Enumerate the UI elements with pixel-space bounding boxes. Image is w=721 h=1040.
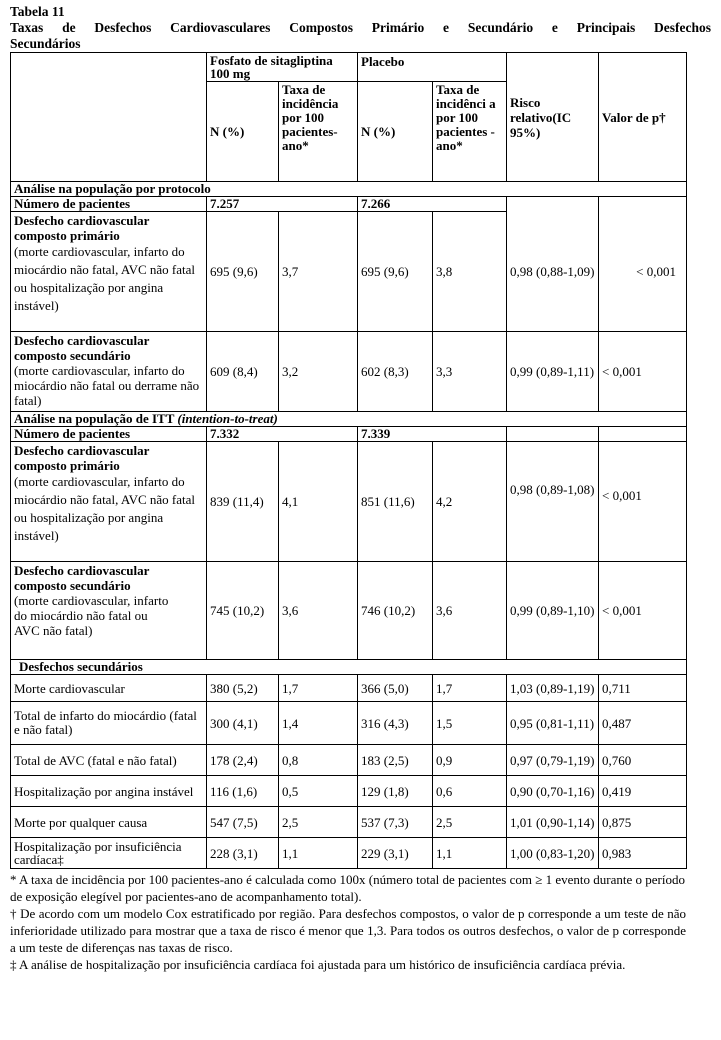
itt-n-label: Número de pacientes [11,427,207,442]
table-row [11,332,687,412]
table-row [11,838,687,869]
secondary-label: Morte por qualquer causa [11,807,207,838]
footnotes [10,871,686,973]
cell-p: < 0,001 [599,332,687,412]
protocol-n-label: Número de pacientes [11,197,207,212]
protocol-secondary-desc: (morte cardiovascular, infarto do miocárdio não fatal ou derrame não fatal) [14,363,200,408]
cell-placebo-n: 183 (2,5) [358,745,433,776]
outcomes-table [10,52,687,869]
itt-n-p-empty [599,427,687,442]
cell-placebo-n: 746 (10,2) [358,562,433,660]
cell-rr: 0,95 (0,81-1,11) [507,702,599,745]
itt-n-row [11,427,687,442]
protocol-n-p-empty [599,197,687,212]
cell-rr: 0,99 (0,89-1,10) [507,562,599,660]
header-placebo-rate: Taxa de incidênci a por 100 pacientes - ano* [433,82,507,182]
section-secondary [11,660,687,675]
cell-p: 0,487 [599,702,687,745]
cell-rr: 0,99 (0,89-1,11) [507,332,599,412]
table-row [11,675,687,702]
cell-rr: 1,03 (0,89-1,19) [507,675,599,702]
footnote-double-dagger: ‡ A análise de hospitalização por insuficiência cardíaca foi ajustada para um histórico de insuficiência cardíaca prévia. [10,957,626,972]
itt-n-rr-empty [507,427,599,442]
cell-placebo-n: 366 (5,0) [358,675,433,702]
section-secondary-label: Desfechos secundários [11,660,687,675]
cell-drug-n: 695 (9,6) [207,212,279,332]
cell-placebo-rate: 1,5 [433,702,507,745]
secondary-label: Hospitalização por angina instável [11,776,207,807]
cell-drug-n: 300 (4,1) [207,702,279,745]
cell-placebo-rate: 1,1 [433,838,507,869]
protocol-n-rr-empty [507,197,599,212]
cell-drug-rate: 3,6 [279,562,358,660]
cell-p: 0,875 [599,807,687,838]
header-placebo: Placebo [358,53,507,82]
table-row [11,212,687,332]
header-placebo-n: N (%) [358,82,433,182]
header-drug: Fosfato de sitagliptina 100 mg [207,53,358,82]
itt-secondary-desc: (morte cardiovascular, infarto do miocárdio não fatal ou AVC não fatal) [14,593,169,638]
cell-placebo-rate: 3,8 [433,212,507,332]
cell-placebo-rate: 4,2 [433,442,507,562]
cell-rr: 1,01 (0,90-1,14) [507,807,599,838]
cell-placebo-n: 229 (3,1) [358,838,433,869]
table-row [11,776,687,807]
itt-primary-label: Desfecho cardiovascular composto primário [14,443,150,473]
cell-p: < 0,001 [599,442,687,562]
protocol-primary-desc: (morte cardiovascular, infarto do miocárdio não fatal, AVC não fatal ou hospitalização por angina instável) [14,244,195,313]
itt-primary-desc: (morte cardiovascular, infarto do miocárdio não fatal, AVC não fatal ou hospitalização por angina instável) [14,474,195,543]
header-row-1 [11,53,687,82]
header-relative-risk: Risco relativo(IC 95%) [507,53,599,182]
cell-drug-rate: 3,2 [279,332,358,412]
protocol-secondary-label: Desfecho cardiovascular composto secundário [14,333,150,363]
cell-drug-rate: 1,7 [279,675,358,702]
footnote-asterisk: * A taxa de incidência por 100 pacientes-ano é calculada como 100x (número total de pacientes com ≥ 1 evento durante o período [10,872,685,887]
secondary-label: Total de infarto do miocárdio (fatal e não fatal) [11,702,207,745]
header-drug-rate: Taxa de incidência por 100 pacientes-ano* [279,82,358,182]
cell-drug-n: 839 (11,4) [207,442,279,562]
cell-rr: 0,98 (0,88-1,09) [507,212,599,332]
cell-rr: 0,90 (0,70-1,16) [507,776,599,807]
cell-drug-rate: 1,1 [279,838,358,869]
section-itt-italic: (intention-to-treat) [177,411,278,426]
cell-rr: 1,00 (0,83-1,20) [507,838,599,869]
cell-p: < 0,001 [599,212,687,332]
cell-drug-n: 380 (5,2) [207,675,279,702]
section-itt [11,412,687,427]
secondary-label: Hospitalização por insuficiência cardíaca‡ [11,838,207,869]
cell-drug-n: 547 (7,5) [207,807,279,838]
table-row [11,562,687,660]
itt-n-placebo: 7.339 [358,427,507,442]
itt-n-drug: 7.332 [207,427,358,442]
cell-placebo-rate: 0,9 [433,745,507,776]
cell-placebo-rate: 0,6 [433,776,507,807]
cell-drug-rate: 1,4 [279,702,358,745]
cell-rr: 0,97 (0,79-1,19) [507,745,599,776]
cell-placebo-rate: 3,6 [433,562,507,660]
secondary-label: Morte cardiovascular [11,675,207,702]
table-caption-line2: Secundários [10,36,81,51]
itt-secondary-label: Desfecho cardiovascular composto secundário [14,563,150,593]
table-row [11,807,687,838]
header-p-value: Valor de p† [599,53,687,182]
cell-drug-rate: 0,5 [279,776,358,807]
protocol-n-placebo: 7.266 [358,197,507,212]
cell-drug-n: 745 (10,2) [207,562,279,660]
footnote-dagger: † De acordo com um modelo Cox estratificado por região. Para desfechos compostos, o valor de p corresponde a um teste de não inferioridade utilizado para mostrar que a taxa de risco é menor que 1,3. Para todos os outros desfechos, o valor de p corresponde a um teste de diferenças nas taxas de risco. [10,906,686,955]
protocol-n-row [11,197,687,212]
cell-placebo-n: 129 (1,8) [358,776,433,807]
section-protocol-label: Análise na população por protocolo [11,182,687,197]
cell-p: < 0,001 [599,562,687,660]
cell-drug-rate: 2,5 [279,807,358,838]
cell-placebo-n: 316 (4,3) [358,702,433,745]
cell-p: 0,419 [599,776,687,807]
table-row [11,702,687,745]
cell-placebo-n: 695 (9,6) [358,212,433,332]
cell-p: 0,760 [599,745,687,776]
section-itt-label: Análise na população de ITT (intention-to-treat) [11,412,687,427]
cell-drug-rate: 0,8 [279,745,358,776]
cell-placebo-n: 602 (8,3) [358,332,433,412]
protocol-n-drug: 7.257 [207,197,358,212]
cell-p: 0,983 [599,838,687,869]
cell-drug-n: 178 (2,4) [207,745,279,776]
header-drug-n: N (%) [207,82,279,182]
cell-rr: 0,98 (0,89-1,08) [507,442,599,562]
cell-p: 0,711 [599,675,687,702]
footnote-asterisk-cont: de exposição elegível por pacientes-ano de acompanhamento total). [10,889,362,904]
cell-placebo-n: 537 (7,3) [358,807,433,838]
cell-placebo-rate: 2,5 [433,807,507,838]
cell-drug-n: 609 (8,4) [207,332,279,412]
cell-drug-rate: 3,7 [279,212,358,332]
section-protocol [11,182,687,197]
table-number: Tabela 11 [10,4,65,19]
cell-drug-n: 228 (3,1) [207,838,279,869]
header-empty-cell [11,53,207,182]
cell-drug-rate: 4,1 [279,442,358,562]
cell-placebo-rate: 1,7 [433,675,507,702]
protocol-primary-label: Desfecho cardiovascular composto primário [14,213,150,243]
secondary-label: Total de AVC (fatal e não fatal) [11,745,207,776]
cell-placebo-rate: 3,3 [433,332,507,412]
table-row [11,745,687,776]
cell-drug-n: 116 (1,6) [207,776,279,807]
cell-placebo-n: 851 (11,6) [358,442,433,562]
table-caption-line1: Taxas de Desfechos Cardiovasculares Compostos Primário e Secundário e Principais Desfechos [10,20,711,35]
table-title [10,4,711,52]
table-row [11,442,687,562]
